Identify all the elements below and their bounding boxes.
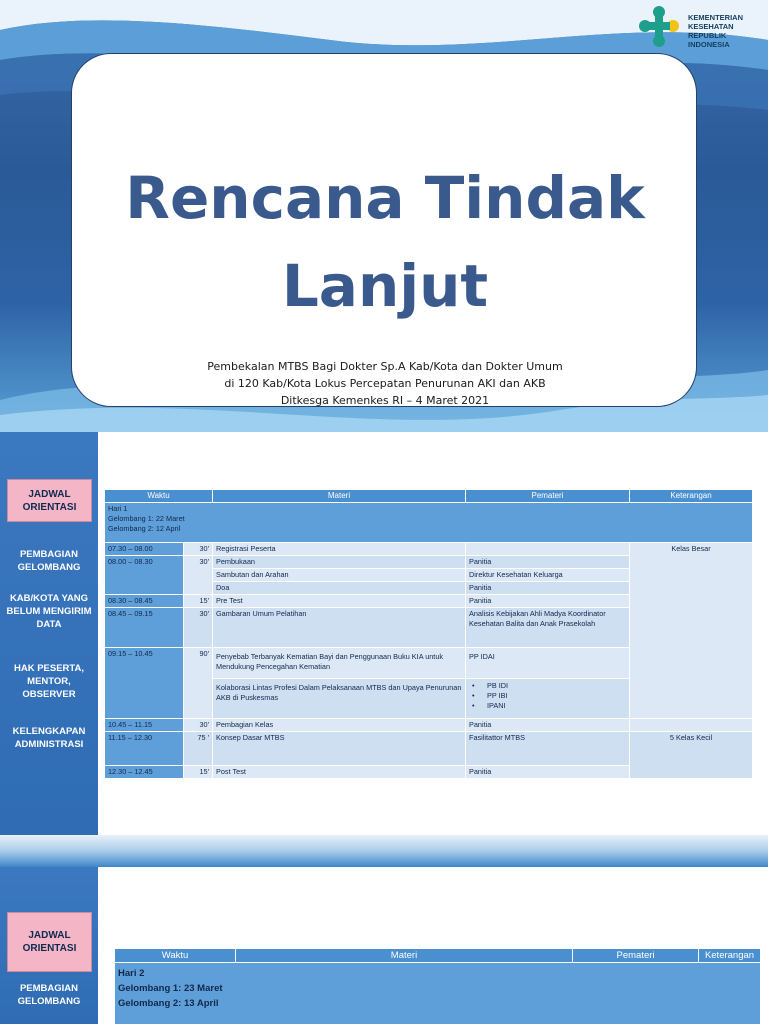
- header-keterangan: Keterangan: [699, 949, 761, 963]
- pemateri-cell: Panitia: [466, 719, 630, 732]
- duration-cell: 30': [184, 556, 213, 595]
- subtitle-line-2: di 120 Kab/Kota Lokus Percepatan Penurunan AKI dan AKB: [224, 377, 546, 390]
- table-row: [115, 963, 761, 1024]
- table-row: [105, 543, 753, 556]
- header-pemateri: Pemateri: [573, 949, 699, 963]
- header-materi: Materi: [213, 490, 466, 503]
- sidebar: [0, 432, 98, 835]
- materi-cell: Pembagian Kelas: [213, 719, 466, 732]
- time-cell: 09.15 – 10.45: [105, 648, 184, 719]
- sidebar-item-hak-peserta: HAK PESERTA, MENTOR, OBSERVER: [13, 663, 85, 700]
- kemenkes-emblem-icon: [636, 4, 682, 52]
- duration-cell: 30': [184, 608, 213, 648]
- title-line-1: Rencana Tindak: [125, 164, 645, 232]
- slide-subtitle: [72, 358, 698, 409]
- pemateri-list-cell: [466, 679, 630, 719]
- time-cell: 10.45 – 11.15: [105, 719, 184, 732]
- slide-title: [72, 154, 698, 330]
- materi-cell: Sambutan dan Arahan: [213, 569, 466, 582]
- materi-cell: Gambaran Umum Pelatihan: [213, 608, 466, 648]
- duration-cell: 30': [184, 719, 213, 732]
- logo-line: KESEHATAN: [688, 22, 734, 31]
- time-cell: 07.30 – 08.00: [105, 543, 184, 556]
- pemateri-list-item: • PP IBI: [469, 691, 626, 701]
- duration-cell: 90': [184, 648, 213, 719]
- sidebar-item-pembagian: PEMBAGIAN GELOMBANG: [17, 549, 81, 573]
- time-cell: 08.30 – 08.45: [105, 595, 184, 608]
- header-waktu: Waktu: [105, 490, 213, 503]
- wave-band: [0, 835, 768, 867]
- pemateri-cell: Direktur Kesehatan Keluarga: [466, 569, 630, 582]
- time-cell: 08.00 – 08.30: [105, 556, 184, 595]
- day-gelombang-2: Gelombang 2: 12 April: [108, 524, 181, 533]
- duration-cell: 15': [184, 766, 213, 779]
- day-cell: [105, 503, 753, 543]
- title-slide: [0, 0, 768, 432]
- header-waktu: Waktu: [115, 949, 236, 963]
- logo-line: KEMENTERIAN: [688, 13, 744, 22]
- subtitle-line-3: Ditkesga Kemenkes RI – 4 Maret 2021: [280, 394, 490, 407]
- pemateri-cell: Fasilitattor MTBS: [466, 732, 630, 766]
- pemateri-cell: Panitia: [466, 556, 630, 569]
- materi-cell: Doa: [213, 582, 466, 595]
- pemateri-cell: Panitia: [466, 766, 630, 779]
- logo-line: INDONESIA: [688, 40, 730, 49]
- pemateri-cell: Panitia: [466, 595, 630, 608]
- materi-cell: Post Test: [213, 766, 466, 779]
- logo-text: [688, 13, 743, 49]
- materi-cell: Penyebab Terbanyak Kematian Bayi dan Penggunaan Buku KIA untuk Mendukung Pencegahan Kematian: [213, 648, 466, 679]
- materi-cell: Pembukaan: [213, 556, 466, 569]
- keterangan-cell: Kelas Besar: [630, 543, 753, 719]
- kemenkes-logo: [636, 4, 766, 54]
- keterangan-cell: 5 Kelas Kecil: [630, 732, 753, 779]
- day-label: Hari 1: [108, 504, 128, 513]
- logo-line: REPUBLIK: [688, 31, 727, 40]
- keterangan-empty: [630, 719, 753, 732]
- sidebar: [0, 867, 98, 1024]
- table-row: [105, 503, 753, 543]
- sidebar-active-item: JADWAL ORIENTASI: [7, 479, 92, 522]
- time-cell: 08.45 – 09.15: [105, 608, 184, 648]
- pemateri-cell: PP IDAI: [466, 648, 630, 679]
- pemateri-cell: [466, 543, 630, 556]
- table-header-row: [115, 949, 761, 963]
- table-header-row: [105, 490, 753, 503]
- sidebar-item-kabkota: KAB/KOTA YANG BELUM MENGIRIM DATA: [6, 593, 92, 630]
- day-gelombang-1: Gelombang 1: 23 Maret: [118, 983, 223, 994]
- table-row: [105, 719, 753, 732]
- materi-cell: Registrasi Peserta: [213, 543, 466, 556]
- duration-cell: 75 ': [184, 732, 213, 766]
- duration-cell: 15': [184, 595, 213, 608]
- title-line-2: Lanjut: [281, 252, 489, 320]
- sidebar-active-item: JADWAL ORIENTASI: [7, 912, 92, 972]
- pemateri-cell: Analisis Kebijakan Ahli Madya Koordinator Kesehatan Balita dan Anak Prasekolah: [466, 608, 630, 648]
- sidebar-item-pembagian: PEMBAGIAN GELOMBANG: [17, 983, 81, 1007]
- header-materi: Materi: [236, 949, 573, 963]
- time-cell: 11.15 – 12.30: [105, 732, 184, 766]
- pemateri-cell: Panitia: [466, 582, 630, 595]
- day-label: Hari 2: [118, 968, 145, 979]
- schedule-slide-day1: [0, 432, 768, 835]
- subtitle-line-1: Pembekalan MTBS Bagi Dokter Sp.A Kab/Kota dan Dokter Umum: [207, 360, 563, 373]
- schedule-slide-day2: [0, 835, 768, 1024]
- day-gelombang-2: Gelombang 2: 13 April: [118, 998, 219, 1009]
- day-gelombang-1: Gelombang 1: 22 Maret: [108, 514, 185, 523]
- materi-cell: Pre Test: [213, 595, 466, 608]
- pemateri-list-item: • PB IDI: [469, 681, 626, 691]
- sidebar-item-kelengkapan: KELENGKAPAN ADMINISTRASI: [12, 726, 86, 750]
- schedule-table: [114, 948, 761, 1024]
- schedule-table: [104, 489, 753, 779]
- materi-cell: Kolaborasi Lintas Profesi Dalam Pelaksanaan MTBS dan Upaya Penurunan AKB di Puskesmas: [213, 679, 466, 719]
- table-row: [105, 732, 753, 766]
- header-pemateri: Pemateri: [466, 490, 630, 503]
- materi-cell: Konsep Dasar MTBS: [213, 732, 466, 766]
- pemateri-list-item: • IPANI: [469, 701, 626, 711]
- header-keterangan: Keterangan: [630, 490, 753, 503]
- time-cell: 12.30 – 12.45: [105, 766, 184, 779]
- title-card: [71, 53, 697, 407]
- day-cell: [115, 963, 761, 1024]
- duration-cell: 30': [184, 543, 213, 556]
